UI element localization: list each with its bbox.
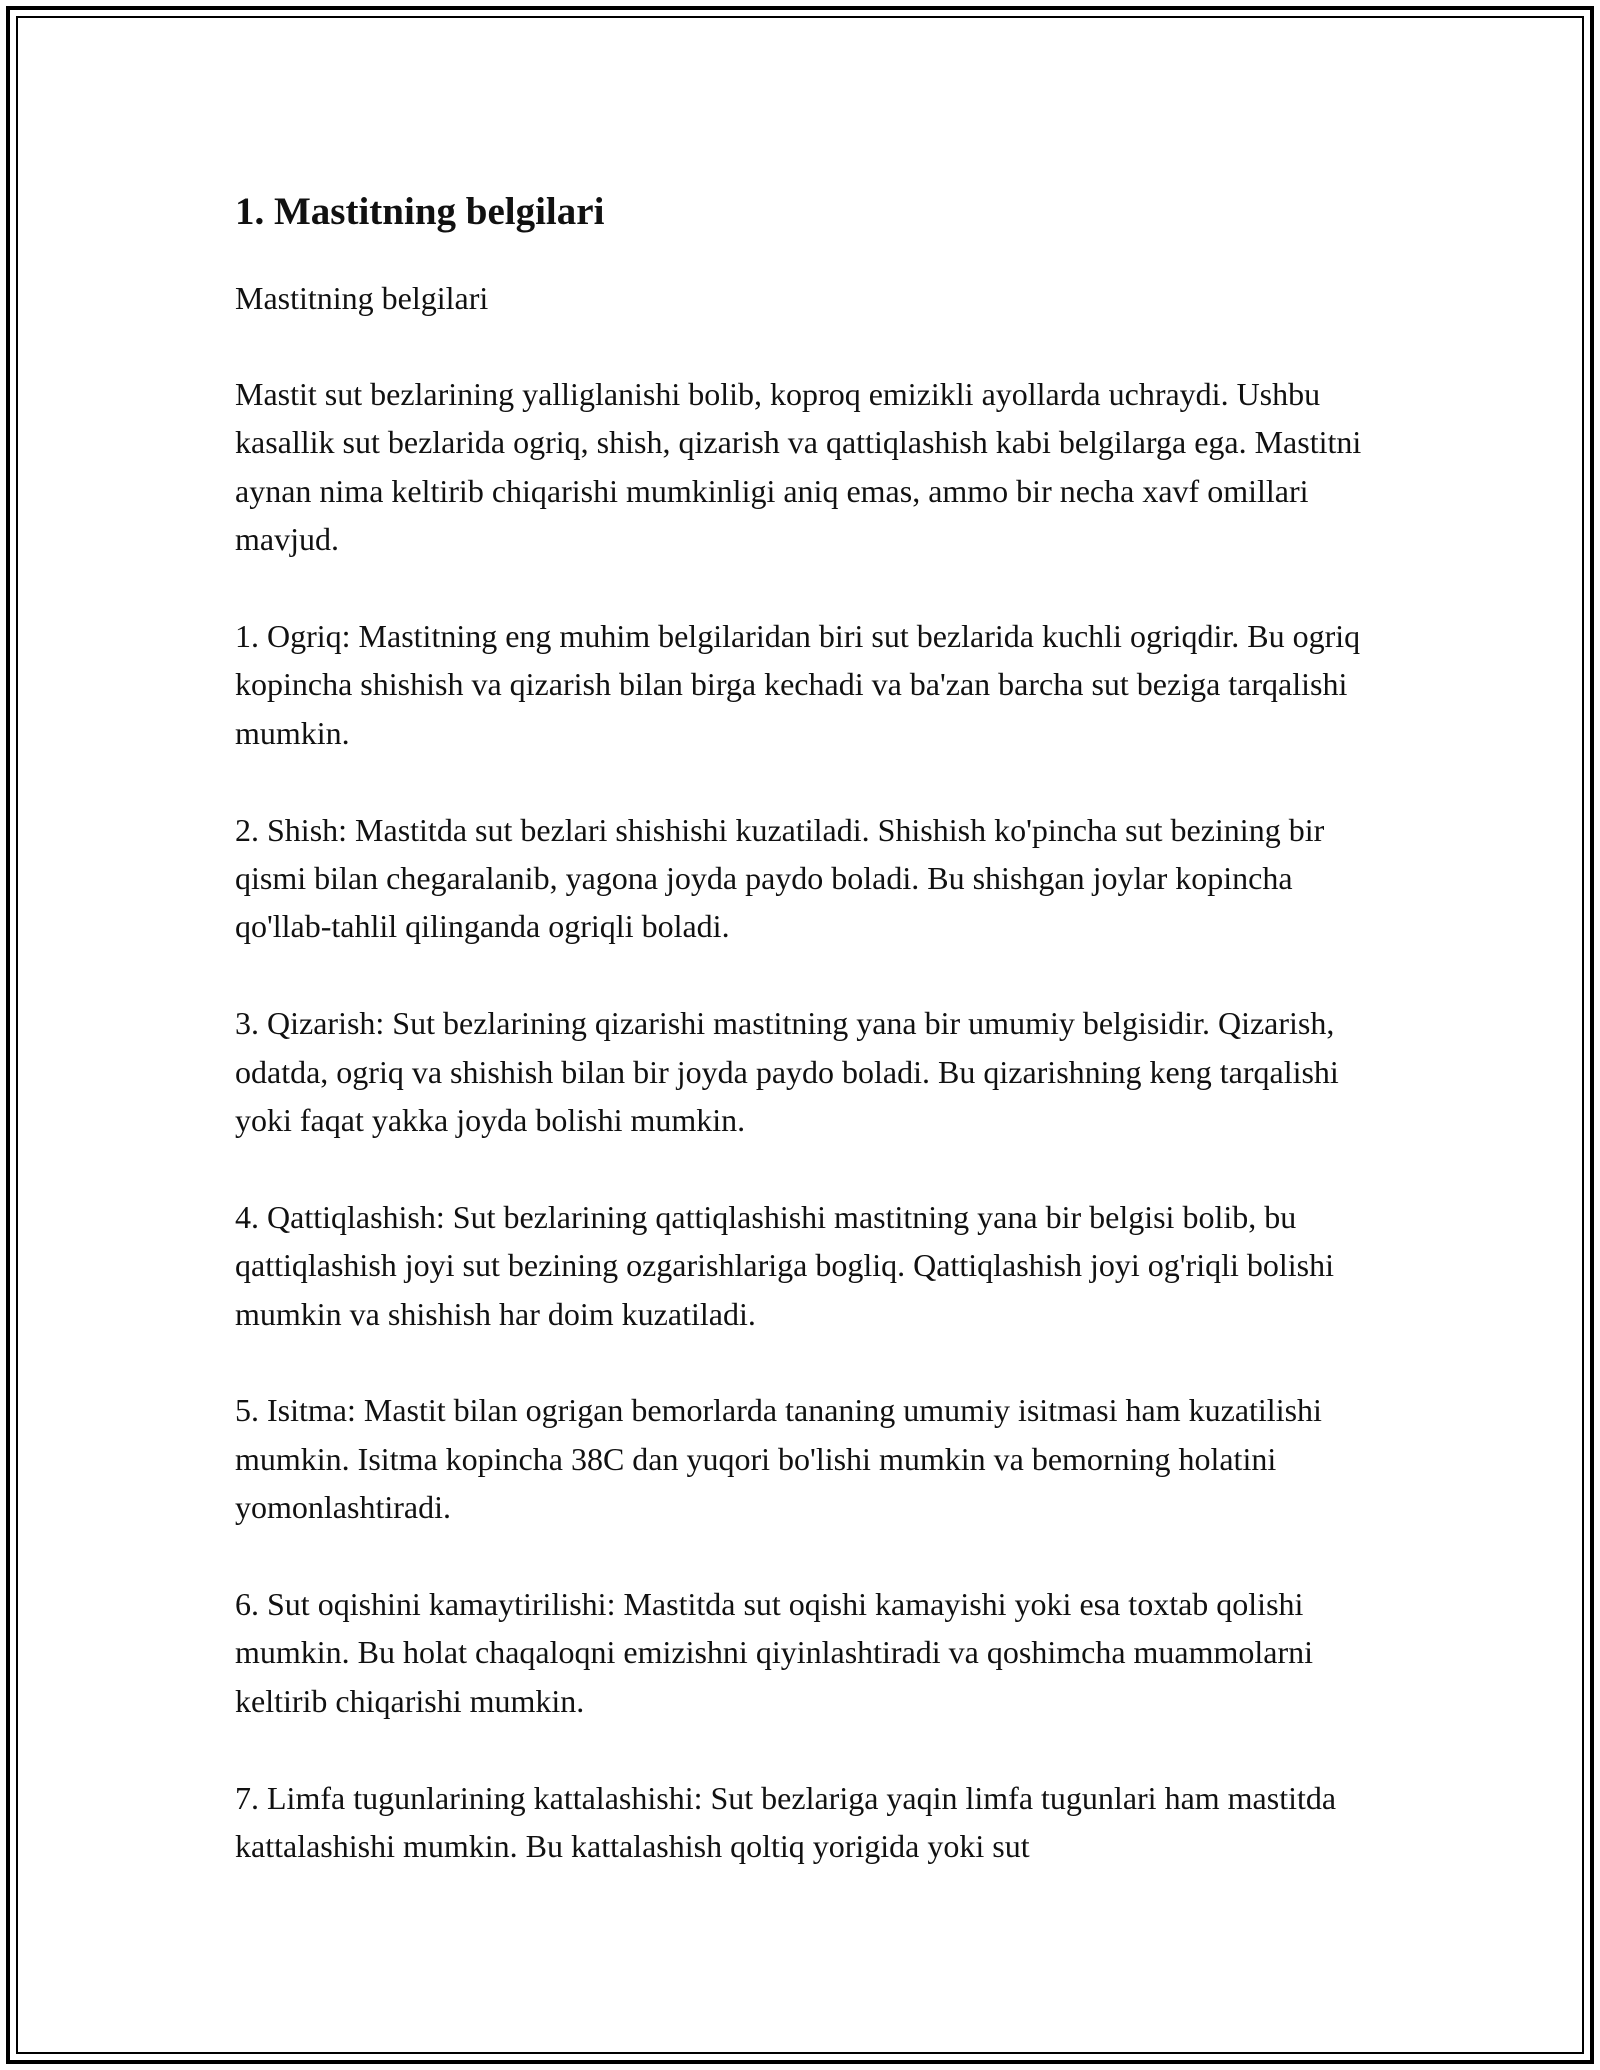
document-body (235, 184, 1375, 1919)
paragraph-redness: 3. Qizarish: Sut bezlarining qizarishi mastitning yana bir umumiy belgisidir. Qizarish, odatda, ogriq va shishish bilan bir joyda paydo boladi. Bu qizarishning keng tarqalishi yoki faqat yakka joyda bolishi mumkin. (235, 1005, 1339, 1139)
paragraph-hardening: 4. Qattiqlashish: Sut bezlarining qattiqlashishi mastitning yana bir belgisi bolib, bu qattiqlashish joyi sut bezining ozgarishlariga bogliq. Qattiqlashish joyi og'riqli bolishi mumkin va shishish har doim kuzatiladi. (235, 1198, 1334, 1332)
paragraph-fever: 5. Isitma: Mastit bilan ogrigan bemorlarda tananing umumiy isitmasi ham kuzatilishi mumkin. Isitma kopincha 38C dan yuqori bo'lishi mumkin va bemorning holatini yomonlashtiradi. (235, 1392, 1322, 1526)
document-subtitle: Mastitning belgilari (235, 280, 489, 316)
paragraph-intro: Mastit sut bezlarining yalliglanishi bolib, koproq emizikli ayollarda uchraydi. Ushbu kasallik sut bezlarida ogriq, shish, qizarish va qattiqlashish kabi belgilarga ega. Mastitni aynan nima keltirib chiqarishi mumkinligi aniq emas, ammo bir necha xavf omillari mavjud. (235, 376, 1362, 558)
paragraph-lymph-nodes: 7. Limfa tugunlarining kattalashishi: Sut bezlariga yaqin limfa tugunlari ham mastitda kattalashishi mumkin. Bu kattalashish qoltiq yorigida yoki sut (235, 1779, 1337, 1865)
paragraph-milk-flow: 6. Sut oqishini kamaytirilishi: Mastitda sut oqishi kamayishi yoki esa toxtab qolishi mumkin. Bu holat chaqaloqni emizishni qiyinlashtiradi va qoshimcha muammolarni keltirib chiqarishi mumkin. (235, 1586, 1314, 1719)
document-heading: 1. Mastitning belgilari (235, 190, 605, 233)
paragraph-swelling: 2. Shish: Mastitda sut bezlari shishishi kuzatiladi. Shishish ko'pincha sut bezining bir qismi bilan chegaralanib, yagona joyda paydo boladi. Bu shishgan joylar kopincha qo'llab-tahlil qilinganda ogriqli boladi. (235, 811, 1325, 945)
paragraph-pain: 1. Ogriq: Mastitning eng muhim belgilaridan biri sut bezlarida kuchli ogriqdir. Bu ogriq kopincha shishish va qizarish bilan birga kechadi va ba'zan barcha sut beziga tarqalishi mumkin. (235, 618, 1361, 751)
